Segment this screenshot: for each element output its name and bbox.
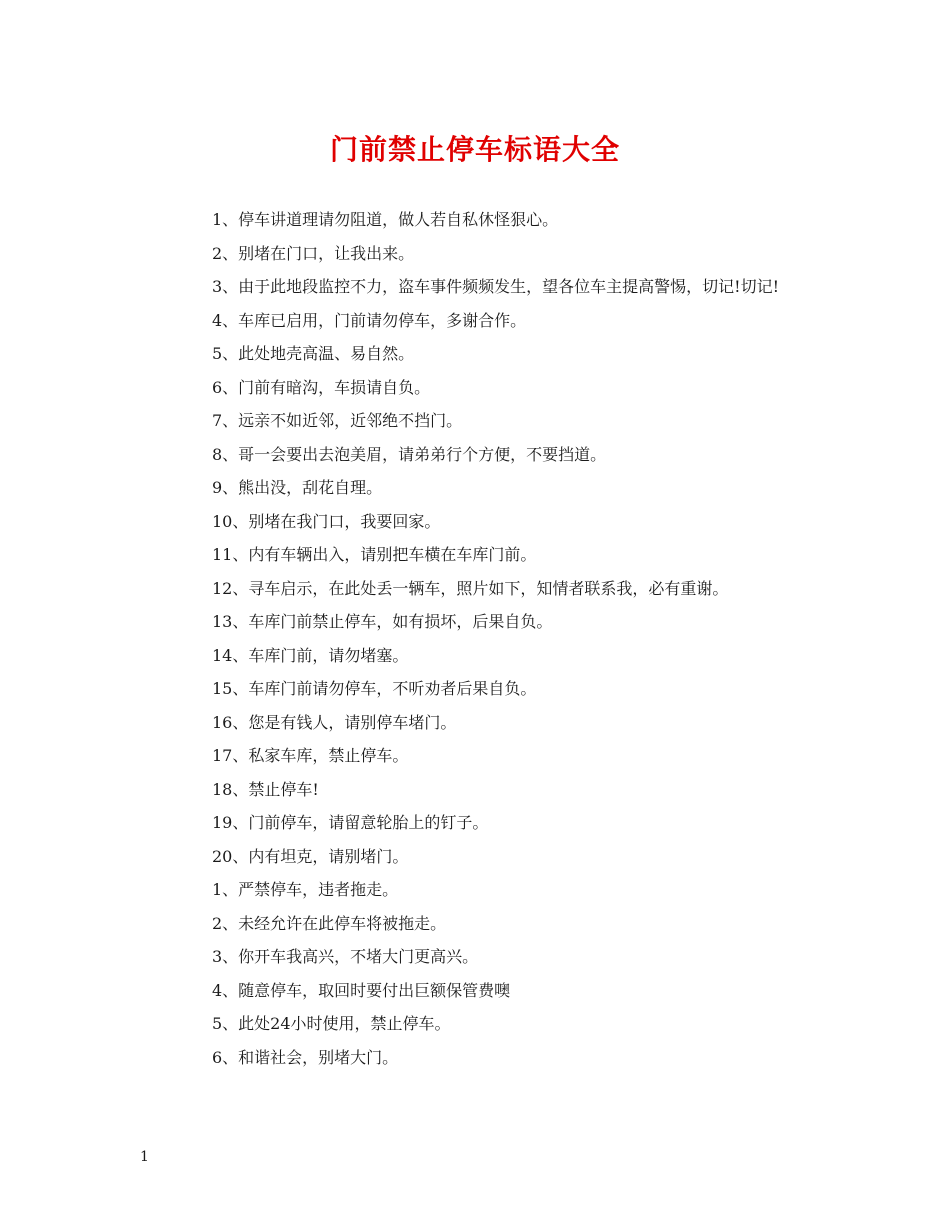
list-item: 1、停车讲道理请勿阻道，做人若自私休怪狠心。	[212, 210, 559, 229]
list-item: 1、严禁停车，违者拖走。	[212, 880, 399, 899]
list-item: 20、内有坦克，请别堵门。	[212, 846, 409, 866]
list-item: 2、别堵在门口，让我出来。	[212, 243, 415, 263]
list-item: 9、熊出没，刮花自理。	[212, 478, 383, 497]
list-item: 19、门前停车，请留意轮胎上的钉子。	[212, 813, 489, 832]
list-item: 4、车库已启用，门前请勿停车，多谢合作。	[212, 310, 527, 330]
list-item: 18、禁止停车!	[212, 779, 319, 799]
list-item: 11、内有车辆出入，请别把车横在车库门前。	[212, 545, 537, 564]
document-title: 门前禁止停车标语大全	[329, 133, 620, 166]
list-item: 17、私家车库，禁止停车。	[212, 746, 409, 765]
list-item: 16、您是有钱人，请别停车堵门。	[212, 712, 457, 732]
list-item: 5、此处24小时使用，禁止停车。	[212, 1014, 451, 1033]
list-item: 13、车库门前禁止停车，如有损坏，后果自负。	[212, 612, 553, 631]
list-item: 3、由于此地段监控不力，盗车事件频频发生，望各位车主提高警惕，切记!切记!	[212, 277, 780, 296]
slogan-list	[140, 203, 812, 1074]
list-item: 4、随意停车，取回时要付出巨额保管费噢	[212, 980, 511, 1000]
list-item: 15、车库门前请勿停车，不听劝者后果自负。	[212, 679, 537, 698]
list-item: 8、哥一会要出去泡美眉，请弟弟行个方便，不要挡道。	[212, 444, 607, 464]
list-item: 3、你开车我高兴，不堵大门更高兴。	[212, 947, 479, 966]
list-item: 6、和谐社会，别堵大门。	[212, 1047, 399, 1067]
list-item: 10、别堵在我门口，我要回家。	[212, 511, 441, 531]
list-item: 12、寻车启示，在此处丢一辆车，照片如下，知情者联系我，必有重谢。	[212, 578, 729, 598]
list-item: 5、此处地壳高温、易自然。	[212, 344, 415, 363]
list-item: 2、未经允许在此停车将被拖走。	[212, 913, 447, 933]
page-number: 1	[140, 1149, 149, 1165]
list-item: 6、门前有暗沟，车损请自负。	[212, 377, 431, 397]
list-item: 7、远亲不如近邻，近邻绝不挡门。	[212, 411, 463, 430]
list-item: 14、车库门前，请勿堵塞。	[212, 645, 409, 665]
